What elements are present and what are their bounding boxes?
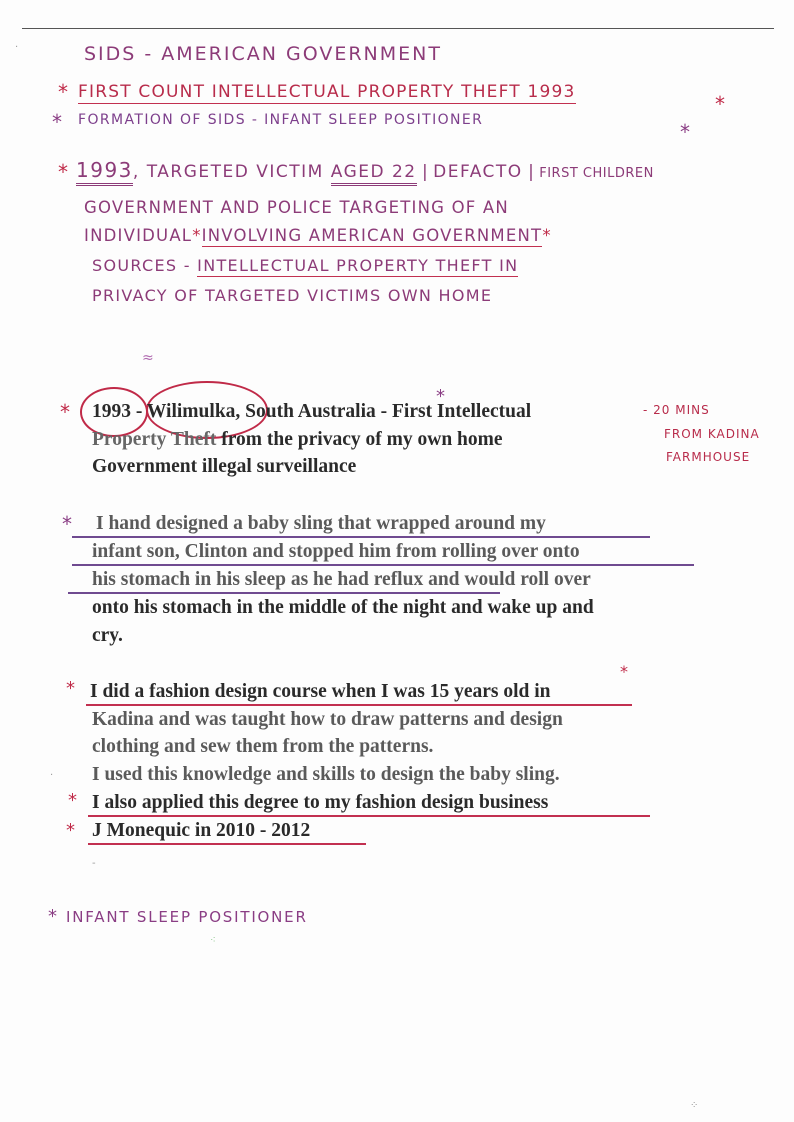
handwritten-individual: INDIVIDUAL	[84, 226, 193, 245]
handwritten-ip-theft: INTELLECTUAL PROPERTY THEFT IN	[197, 256, 519, 275]
scan-speck: ·	[50, 770, 54, 781]
typed-heading-separator: -	[131, 401, 147, 422]
asterisk-mark: *	[192, 226, 202, 245]
underline-mark	[72, 564, 694, 566]
typed-sling-line2: infant son, Clinton and stopped him from rolling over onto	[92, 541, 580, 562]
asterisk-mark: *	[680, 120, 690, 144]
typed-privacy: from the privacy of my own home	[216, 429, 503, 450]
handwritten-para-line2: GOVERNMENT AND POLICE TARGETING OF AN	[84, 198, 509, 217]
handwritten-para-line1: 1993, TARGETED VICTIM AGED 22 | DEFACTO | FIRST CHILDREN	[76, 160, 654, 181]
asterisk-mark: *	[48, 906, 57, 927]
typed-fashion-line3: clothing and sew them from the patterns.	[92, 736, 434, 757]
underline-mark	[72, 536, 650, 538]
typed-sling-line1: I hand designed a baby sling that wrapped around my	[96, 513, 546, 534]
typed-sling-roll: and would roll over	[423, 569, 591, 590]
typed-property-theft: Property Theft	[92, 429, 217, 450]
underline-mark	[86, 704, 632, 706]
handwritten-first-children: FIRST CHILDREN	[539, 166, 654, 181]
typed-heading-line1	[92, 402, 531, 422]
asterisk-mark: *	[620, 662, 628, 681]
ink-mark: ≈	[142, 350, 154, 366]
typed-fashion-course: I did a fashion design course when I was 15 years old	[90, 681, 530, 702]
asterisk-mark: *	[436, 386, 445, 407]
handwritten-first-count	[78, 84, 576, 101]
handwritten-defacto: DEFACTO	[433, 162, 523, 182]
handwritten-targeted-victim: , TARGETED VICTIM	[132, 162, 331, 182]
margin-note-line2: FROM KADINA	[664, 427, 760, 441]
handwritten-para-line5: PRIVACY OF TARGETED VICTIMS OWN HOME	[92, 286, 493, 305]
handwritten-bottom-note: INFANT SLEEP POSITIONER	[66, 908, 308, 926]
asterisk-mark: *	[66, 678, 75, 699]
handwritten-sources: SOURCES -	[92, 256, 198, 275]
typed-fashion-line6: J Monequic in 2010 - 2012	[92, 820, 311, 841]
asterisk-mark: *	[68, 790, 77, 811]
scan-speck: ⁖	[210, 935, 216, 946]
typed-sling-line4: onto his stomach in the middle of the night and wake up and	[92, 597, 594, 618]
handwritten-involving: INVOLVING AMERICAN GOVERNMENT	[201, 226, 543, 245]
typed-heading-line2	[92, 430, 503, 450]
asterisk-mark: *	[58, 160, 68, 184]
typed-sling-line3	[92, 570, 591, 590]
handwritten-first-count-text: FIRST COUNT INTELLECTUAL PROPERTY THEFT 1993	[78, 82, 576, 102]
asterisk-mark: *	[60, 400, 70, 424]
typed-fashion-in: in	[529, 681, 551, 702]
scan-speck: ·	[15, 42, 19, 53]
typed-heading-line3: Government illegal surveillance	[92, 456, 357, 477]
scan-speck: ⁘	[690, 1100, 699, 1111]
asterisk-mark: *	[542, 226, 552, 245]
typed-fashion-line2: Kadina and was taught how to draw patterns and design	[92, 709, 563, 730]
typed-fashion-line4: I used this knowledge and skills to design the baby sling.	[92, 764, 560, 785]
handwritten-title: SIDS - AMERICAN GOVERNMENT	[84, 43, 442, 65]
asterisk-mark: *	[66, 820, 75, 841]
handwritten-aged: AGED 22	[331, 162, 417, 186]
handwritten-formation: FORMATION OF SIDS - INFANT SLEEP POSITIONER	[78, 112, 484, 128]
top-rule	[22, 28, 774, 29]
underline-mark	[88, 843, 366, 845]
typed-heading-place: Wilimulka	[146, 401, 236, 422]
typed-heading-rest: , South Australia - First Intellectual	[235, 401, 532, 422]
typed-fashion-line1	[90, 682, 551, 702]
handwritten-para-line3	[84, 228, 552, 245]
underline-mark	[88, 815, 650, 817]
margin-note-line3: FARMHOUSE	[666, 450, 751, 464]
margin-note-line1: - 20 MINS	[643, 403, 710, 417]
underline-mark	[68, 592, 500, 594]
asterisk-mark: *	[58, 80, 68, 104]
asterisk-mark: *	[715, 92, 725, 116]
handwritten-para-line4	[92, 258, 518, 274]
typed-fashion-line5: I also applied this degree to my fashion design business	[92, 792, 549, 813]
typed-sling-line5: cry.	[92, 625, 123, 646]
asterisk-mark: *	[62, 512, 72, 536]
typed-heading-year: 1993	[92, 401, 131, 422]
scan-speck: -	[92, 858, 96, 869]
handwritten-year: 1993	[76, 158, 133, 186]
asterisk-mark: *	[52, 110, 62, 134]
typed-sling-reflux: his stomach in his sleep as he had reflux	[92, 569, 424, 590]
